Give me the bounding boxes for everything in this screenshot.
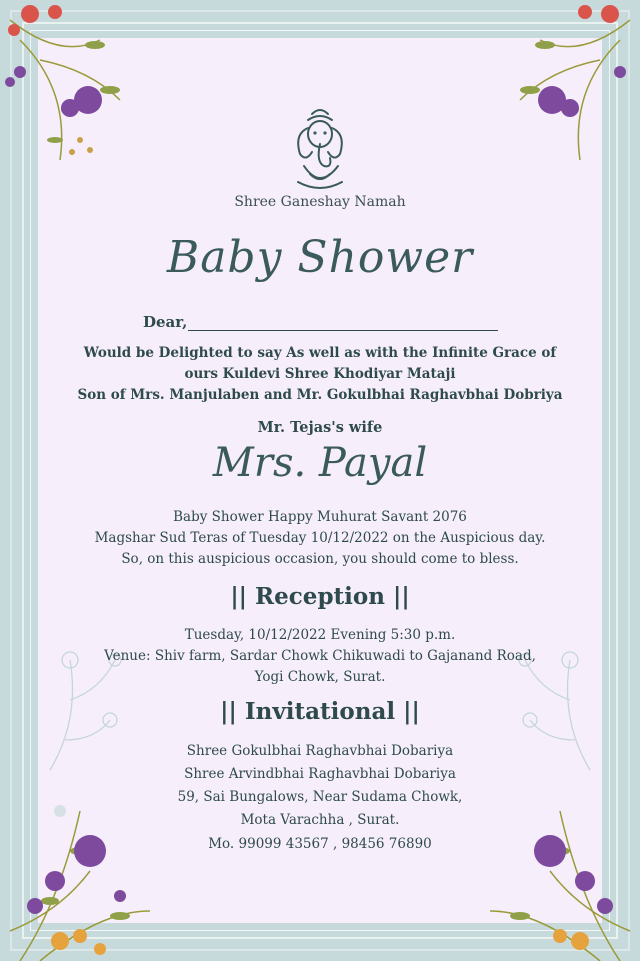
intro-line-1: Would be Delighted to say As well as with the Infinite Grace of xyxy=(83,345,557,361)
reception-heading: || Reception || xyxy=(230,583,410,610)
invitational-line-1: Shree Gokulbhai Raghavbhai Dobariya xyxy=(186,743,454,759)
dear-label: Dear, xyxy=(143,313,188,331)
event-title: Baby Shower xyxy=(166,232,474,283)
invitational-heading: || Invitational || xyxy=(220,698,420,725)
reception-line-3: Yogi Chowk, Surat. xyxy=(254,669,386,685)
floral-corner-top-right xyxy=(510,0,640,170)
invitational-line-3: 59, Sai Bungalows, Near Sudama Chowk, xyxy=(177,789,463,805)
muhurat-line-1: Baby Shower Happy Muhurat Savant 2076 xyxy=(173,509,467,525)
intro-line-2: ours Kuldevi Shree Khodiyar Mataji xyxy=(184,366,456,382)
muhurat-line-3: So, on this auspicious occasion, you should come to bless. xyxy=(121,551,519,567)
intro-line-3: Son of Mrs. Manjulaben and Mr. Gokulbhai Raghavbhai Dobriya xyxy=(77,387,563,403)
guest-name-line xyxy=(188,330,498,331)
relation-text: Mr. Tejas's wife xyxy=(257,419,383,436)
blessing-text: Shree Ganeshay Namah xyxy=(234,194,406,210)
reception-line-1: Tuesday, 10/12/2022 Evening 5:30 p.m. xyxy=(184,627,456,643)
contact-numbers: Mo. 99099 43567 , 98456 76890 xyxy=(208,836,432,852)
ganesha-icon xyxy=(290,104,350,190)
invitational-line-2: Shree Arvindbhai Raghavbhai Dobariya xyxy=(184,766,456,782)
honoree-name: Mrs. Payal xyxy=(212,440,428,486)
floral-corner-top-left xyxy=(0,0,130,170)
muhurat-line-2: Magshar Sud Teras of Tuesday 10/12/2022 on the Auspicious day. xyxy=(94,530,546,546)
invitational-line-4: Mota Varachha , Surat. xyxy=(240,812,400,828)
reception-line-2: Venue: Shiv farm, Sardar Chowk Chikuwadi to Gajanand Road, xyxy=(104,648,536,664)
